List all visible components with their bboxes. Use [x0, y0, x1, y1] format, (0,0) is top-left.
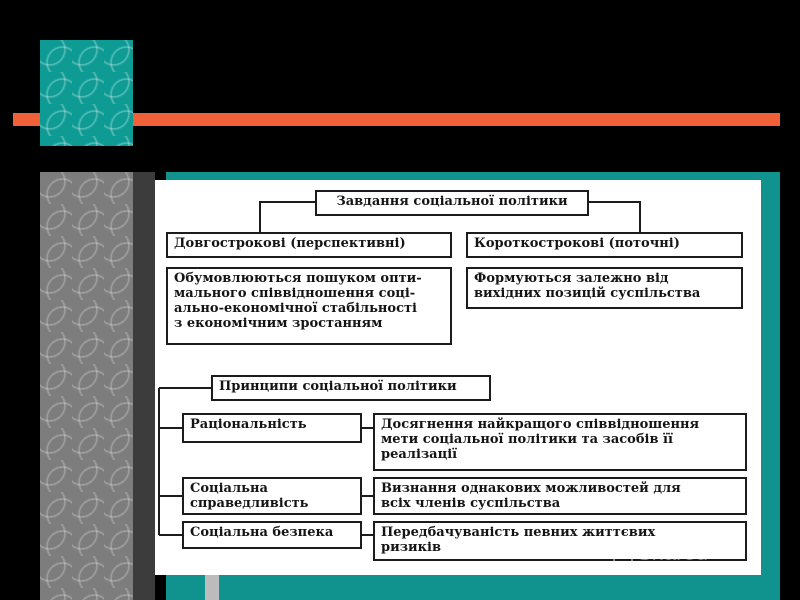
- connector-short-term: [588, 202, 640, 232]
- shared-watermark: [613, 540, 708, 566]
- principle-name-rationality: Раціональність: [182, 413, 362, 443]
- connector-long-term: [260, 202, 315, 232]
- principle-desc-safety: Передбачуваність певних життєвих ризиків: [373, 521, 747, 561]
- principle-name-safety: Соціальна безпека: [182, 521, 362, 549]
- short-term-box: Короткострокові (поточні): [466, 232, 743, 258]
- principle-desc-justice: Визнання однакових можливостей для всіх членів суспільства: [373, 477, 747, 515]
- long-term-box: Довгострокові (перспективні): [166, 232, 452, 258]
- long-term-desc-box: Обумовлюються пошуком опти- мального співвідношення соці- ально-економічної стабільності з економічним зростанням: [166, 267, 452, 345]
- principle-desc-rationality: Досягнення найкращого співвідношення мети соціальної політики та засобів її реалізації: [373, 413, 747, 471]
- decorative-square: [205, 575, 219, 600]
- decorative-gray-strip: [133, 172, 155, 600]
- decorative-teal-tile: [40, 40, 133, 146]
- mycshared-icon: [613, 542, 633, 566]
- tasks-title-box: Завдання соціальної політики: [315, 190, 589, 216]
- diagram-document: [155, 180, 761, 575]
- principle-name-justice: Соціальна справедливість: [182, 477, 362, 515]
- principles-title-box: Принципи соціальної політики: [211, 375, 491, 401]
- watermark-text: Shared: [637, 540, 708, 565]
- decorative-gray-tile: [40, 172, 133, 600]
- short-term-desc-box: Формуються залежно від вихідних позицій суспільства: [466, 267, 743, 309]
